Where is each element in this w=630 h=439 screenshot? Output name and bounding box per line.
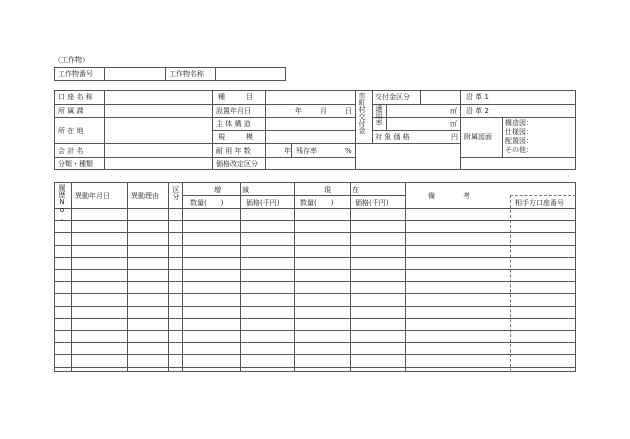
ledger-hline <box>54 306 576 307</box>
quantity-header-2: 数量( ) <box>300 199 334 207</box>
category-header: 区分 <box>172 186 180 200</box>
counter-account-header: 相手方口座番号 <box>515 199 564 207</box>
ledger-hline <box>54 318 576 319</box>
increase-decrease-header: 増 減 <box>214 186 249 194</box>
remarks-header: 備 考 <box>428 192 470 200</box>
scale-label: 規 模 <box>218 133 253 141</box>
drawing-structure-label: 構造図： <box>505 119 533 127</box>
residual-rate-label: 残存率 <box>296 147 317 155</box>
ledger-hline <box>54 293 576 294</box>
item-name-label: 工作物名称 <box>169 70 204 78</box>
yen-unit-label: 円 <box>451 133 458 141</box>
ledger-hline <box>54 281 576 282</box>
attached-drawings-label: 附属図面 <box>464 133 492 141</box>
account-name-label: 口 座 名 称 <box>58 93 93 101</box>
year-unit-label: 年 <box>284 147 291 155</box>
target-price-label: 対 象 価 格 <box>375 133 410 141</box>
date-month-label: 月 <box>320 107 327 115</box>
ledger-hline <box>510 195 576 196</box>
ledger-hline <box>54 354 576 355</box>
municipal-grant-label: 市町村交付金 <box>358 92 366 134</box>
date-year-label: 年 <box>295 107 302 115</box>
type-label: 種 目 <box>218 93 253 101</box>
accounting-label: 会 計 名 <box>58 147 84 155</box>
sqm-unit-2: ㎡ <box>450 120 457 128</box>
ledger-hline <box>54 208 576 209</box>
ledger-vline <box>240 182 241 372</box>
item-no-field[interactable] <box>105 68 164 80</box>
quantity-header-1: 数量( ) <box>190 199 224 207</box>
structure-label: 主 体 構 造 <box>216 120 251 128</box>
department-label: 所 属 課 <box>58 107 84 115</box>
ledger-hline <box>54 257 576 258</box>
price-header-2: 価格(千円) <box>355 199 389 207</box>
price-header-1: 価格(千円) <box>246 199 280 207</box>
history1-label: 沿 革 1 <box>466 93 489 101</box>
change-reason-header: 異動理由 <box>131 192 159 200</box>
item-no-label: 工作物番号 <box>58 70 93 78</box>
useful-life-label: 耐 用 年 数 <box>216 147 251 155</box>
ledger-vline <box>294 182 295 372</box>
drawing-spec-label: 仕様図： <box>505 128 533 136</box>
ledger-hline <box>54 245 576 246</box>
ledger-hline <box>54 269 576 270</box>
section-label: （工作物） <box>54 56 89 64</box>
item-name-field[interactable] <box>216 68 285 80</box>
ledger-vline <box>350 182 351 372</box>
date-day-label: 日 <box>345 107 352 115</box>
history-no-header: 履歴No. <box>58 184 66 222</box>
ledger-vline <box>168 182 169 372</box>
grant-category-label: 交付金区分 <box>375 93 410 101</box>
ledger-hline <box>54 367 576 368</box>
sqm-unit-1: ㎡ <box>450 107 457 115</box>
revaluation-label: 価格改定区分 <box>216 160 258 168</box>
ledger-vline <box>127 182 128 372</box>
current-header: 現 在 <box>324 186 359 194</box>
ledger-hline <box>54 232 576 233</box>
ledger-vline <box>71 182 72 372</box>
ledger-vline <box>405 182 406 372</box>
change-date-header: 異動年月日 <box>75 192 110 200</box>
drawing-layout-label: 配置図： <box>505 137 533 145</box>
percent-label: % <box>345 147 352 155</box>
history2-label: 沿 革 2 <box>466 107 489 115</box>
classification-label: 分類・種類 <box>58 160 93 168</box>
ledger-hline <box>54 330 576 331</box>
install-date-label: 設置年月日 <box>216 107 251 115</box>
ledger-vline <box>510 195 511 372</box>
ledger-hline <box>54 342 576 343</box>
location-label: 所 在 地 <box>58 127 84 135</box>
ledger-table <box>54 182 576 372</box>
ledger-hline <box>54 220 576 221</box>
drawing-other-label: その他： <box>505 146 533 154</box>
ledger-vline <box>182 182 183 372</box>
applicable-rate-label: 適用率 <box>375 105 383 126</box>
